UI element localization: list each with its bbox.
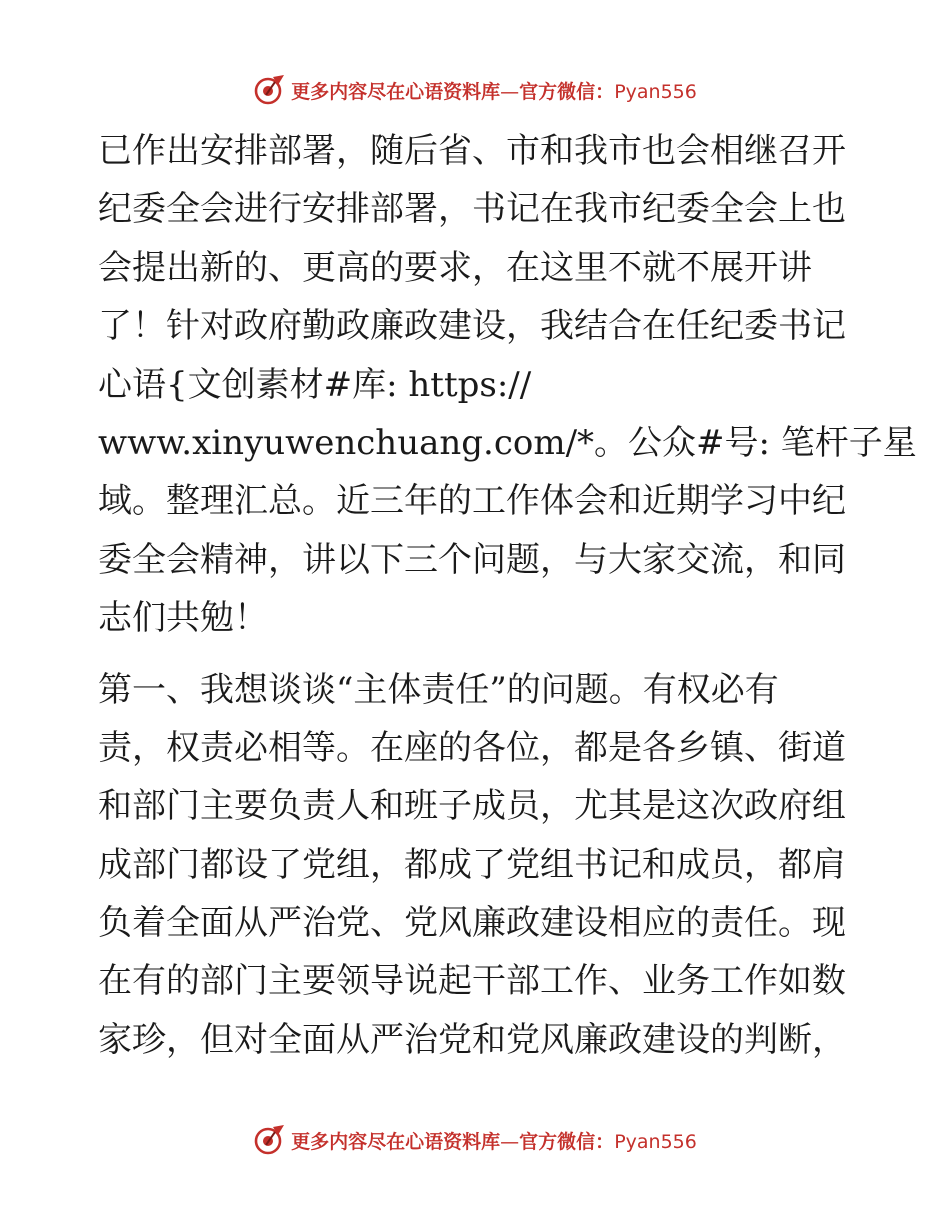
text-line: 在有的部门主要领导说起干部工作、业务工作如数 — [98, 961, 846, 1002]
banner-dash: — — [500, 80, 520, 103]
text-line: 纪委全会进行安排部署，书记在我市纪委全会上也 — [98, 189, 846, 230]
wechat-id: Pyan556 — [614, 80, 697, 103]
text-line: 成部门都设了党组，都成了党组书记和成员，都肩 — [98, 844, 846, 885]
text-line: 责，权责必相等。在座的各位，都是各乡镇、街道 — [98, 727, 846, 768]
text-line: 会提出新的、更高的要求，在这里不就不展开讲 — [98, 247, 812, 288]
text-line: 已作出安排部署，随后省、市和我市也会相继召开 — [98, 131, 846, 171]
text-line: 和部门主要负责人和班子成员，尤其是这次政府组 — [98, 786, 846, 827]
pen-logo-icon — [253, 1123, 287, 1157]
pen-logo-icon — [253, 73, 287, 107]
text-line: 家珍，但对全面从严治党和党风廉政建设的判断， — [98, 1019, 846, 1060]
text-line: www.xinyuwenchuang.com/*。公众#号: 笔杆子星 — [98, 422, 917, 463]
wechat-label: 官方微信： — [519, 80, 615, 103]
paragraph-2 — [98, 661, 868, 1070]
paragraph-1 — [98, 122, 917, 648]
text-line: 委全会精神，讲以下三个问题，与大家交流，和同 — [98, 539, 846, 580]
header-banner — [0, 70, 950, 110]
text-line: 第一、我想谈谈“主体责任”的问题。有权必有 — [98, 669, 779, 710]
wechat-id: Pyan556 — [614, 1130, 697, 1153]
library-text: 更多内容尽在心语资料库 — [291, 1130, 501, 1153]
banner-dash: — — [500, 1130, 520, 1153]
wechat-label: 官方微信： — [519, 1130, 615, 1153]
text-line: 了！针对政府勤政廉政建设，我结合在任纪委书记 — [98, 306, 846, 347]
text-line: 域。整理汇总。近三年的工作体会和近期学习中纪 — [98, 481, 846, 522]
footer-banner — [0, 1120, 950, 1160]
text-line: 心语{文创素材#库: https:// — [98, 364, 532, 405]
document-body — [98, 122, 917, 1069]
text-line: 负着全面从严治党、党风廉政建设相应的责任。现 — [98, 903, 846, 944]
text-line: 志们共勉！ — [98, 598, 268, 639]
library-text: 更多内容尽在心语资料库 — [291, 80, 501, 103]
